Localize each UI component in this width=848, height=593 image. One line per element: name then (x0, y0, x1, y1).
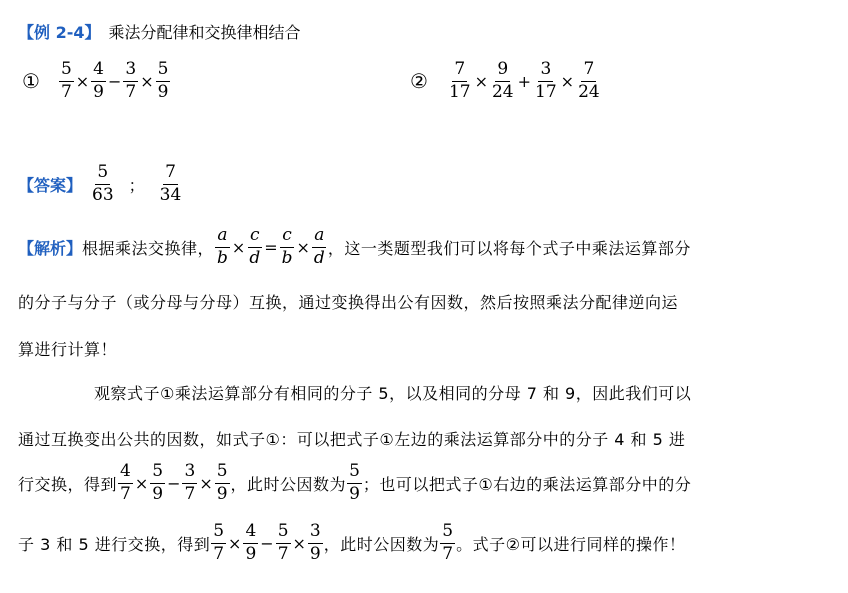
analysis-line-3: 算进行计算！ (18, 340, 118, 359)
fraction (59, 60, 74, 102)
answer-separator: ； (128, 175, 145, 195)
swapped-expression (117, 462, 231, 504)
fraction (576, 60, 602, 102)
denominator: 9 (216, 483, 228, 504)
numerator: 5 (276, 522, 291, 544)
problem-expression (446, 60, 603, 102)
analysis-text: ，这一类题型我们可以将每个式子中乘法运算部分 (327, 238, 691, 258)
problem-label: ② (410, 69, 428, 94)
denominator: 7 (213, 543, 225, 564)
denominator: 17 (535, 81, 557, 102)
numerator: 3 (123, 60, 138, 82)
numerator: 5 (215, 462, 230, 484)
example-header (18, 20, 301, 43)
analysis-line-6 (18, 462, 691, 504)
numerator: 5 (156, 60, 171, 82)
numerator: 3 (182, 462, 197, 484)
times-sign: × (199, 473, 213, 493)
rule-fraction: $\frac{c}{d}$ (249, 225, 261, 268)
fraction (182, 462, 197, 504)
analysis-line-5: 通过互换变出公共的因数，如式子①：可以把式子①左边的乘法运算部分中的分子 4 和 5 进 (18, 430, 686, 449)
rule-fraction: $\frac{a}{d}$ (313, 225, 325, 268)
problem-1 (22, 60, 171, 102)
fraction (156, 60, 171, 102)
times-sign: × (228, 533, 242, 553)
fraction (533, 60, 559, 102)
fraction (211, 522, 226, 564)
common-factor-fraction: $\frac{5}{9}$ (349, 461, 360, 504)
numerator: 3 (308, 522, 323, 544)
denominator: 9 (157, 81, 169, 102)
denominator: 9 (245, 543, 257, 564)
fraction (276, 522, 291, 564)
numerator: 9 (495, 60, 510, 82)
fraction (447, 60, 473, 102)
analysis-line-4: 观察式子①乘法运算部分有相同的分子 5，以及相同的分母 7 和 9，因此我们可以 (94, 384, 692, 403)
analysis-text: 子 3 和 5 进行交换，得到 (18, 534, 211, 554)
analysis-text: 根据乘法交换律， (82, 238, 215, 258)
denominator: 17 (448, 81, 471, 102)
fraction (490, 60, 516, 102)
numerator: 5 (59, 60, 74, 82)
times-sign: × (292, 533, 306, 553)
numerator: 7 (581, 60, 596, 82)
times-sign: × (560, 71, 575, 91)
answer-block (18, 163, 184, 205)
rule-fraction: $\frac{a}{b}$ (217, 225, 228, 268)
analysis-text: 。式子②可以进行同样的操作！ (456, 534, 686, 554)
equals-sign: = (264, 237, 278, 257)
analysis-text: ；也可以把式子①右边的乘法运算部分中的分 (362, 474, 692, 494)
minus-sign: − (108, 71, 122, 91)
numerator: 7 (452, 60, 467, 82)
minus-sign: − (260, 533, 274, 553)
plus-sign: + (517, 71, 532, 91)
rule-fraction: $\frac{c}{b}$ (281, 225, 293, 268)
denominator: 7 (125, 81, 137, 102)
denominator: 24 (578, 81, 600, 102)
numerator: 4 (118, 462, 133, 484)
times-sign: × (134, 473, 149, 493)
problem-2 (410, 60, 603, 102)
denominator: 9 (93, 81, 104, 102)
numerator: 3 (538, 60, 553, 82)
example-tag: 【例 2-4】 (18, 23, 101, 42)
denominator: 24 (491, 81, 514, 102)
fraction (123, 60, 138, 102)
analysis-line-2: 的分子与分子（或分母与分母）互换，通过变换得出公有因数，然后按照乘法分配律逆向运 (18, 293, 679, 312)
example-title: 乘法分配律和交换律相结合 (108, 23, 301, 42)
times-sign: × (474, 71, 488, 91)
numerator: 5 (211, 522, 226, 544)
answer-fraction: $\frac{5}{63}$ (92, 162, 114, 205)
answer-fraction: $\frac{7}{34}$ (159, 162, 182, 205)
analysis-text: 行交换，得到 (18, 474, 118, 494)
denominator: 7 (184, 483, 196, 504)
analysis-line-7 (18, 522, 685, 564)
denominator: 7 (120, 483, 131, 504)
analysis-text: ，此时公因数为 (230, 474, 347, 494)
denominator: 7 (277, 543, 289, 564)
problem-label: ① (22, 69, 40, 94)
times-sign: × (75, 71, 90, 91)
times-sign: × (231, 237, 246, 257)
fraction (308, 522, 323, 564)
fraction (150, 462, 165, 504)
fraction (118, 462, 133, 504)
times-sign: × (296, 237, 310, 257)
denominator: 9 (309, 543, 321, 564)
minus-sign: − (167, 473, 181, 493)
analysis-text: ，此时公因数为 (323, 534, 440, 554)
times-sign: × (140, 71, 154, 91)
numerator: 4 (243, 522, 258, 544)
numerator: 5 (150, 462, 165, 484)
problem-expression (58, 60, 172, 102)
numerator: 4 (91, 60, 106, 82)
analysis-tag: 【解析】 (18, 238, 83, 258)
answer-tag: 【答案】 (18, 175, 83, 195)
fraction (243, 522, 258, 564)
fraction (91, 60, 106, 102)
fraction (215, 462, 230, 504)
denominator: 7 (60, 81, 72, 102)
swapped-expression (210, 522, 324, 564)
common-factor-fraction: $\frac{5}{7}$ (442, 521, 454, 564)
denominator: 9 (152, 483, 164, 504)
analysis-line-1 (18, 226, 691, 268)
